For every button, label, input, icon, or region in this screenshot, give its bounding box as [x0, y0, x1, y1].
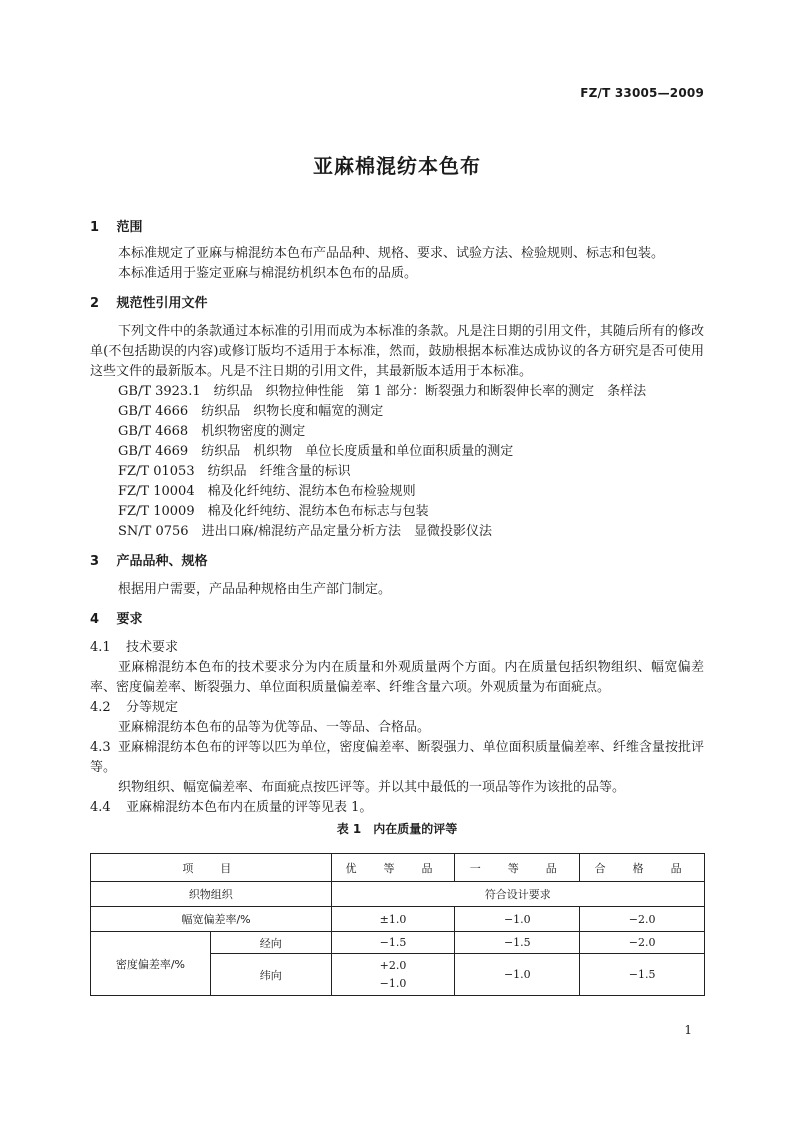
page-number: 1 — [684, 1023, 692, 1037]
document-body — [90, 218, 704, 840]
reference-item — [90, 402, 704, 422]
subsection-number: 4.3 — [90, 740, 111, 755]
section-title: 范围 — [116, 220, 143, 235]
subsection-number: 4.4 — [90, 800, 111, 815]
paragraph: 下列文件中的条款通过本标准的引用而成为本标准的条款。凡是注日期的引用文件，其随后所有的修改单(不包括勘误的内容)或修订版均不适用于本标准，然而，鼓励根据本标准达成协议的各方研究是否可使用这些文件的最新版本。凡是不注日期的引用文件，其最新版本适用于本标准。 — [90, 324, 704, 379]
cell-weave-value: 符合设计要求 — [331, 882, 704, 907]
reference-item — [90, 382, 704, 402]
reference-item — [90, 462, 704, 482]
cell-width-superior: ±1.0 — [331, 907, 455, 932]
cell-warp-first: −1.5 — [455, 932, 580, 954]
cell-width-qualified: −2.0 — [580, 907, 705, 932]
reference-code: FZ/T 10004 — [118, 484, 195, 499]
reference-title: 棉及化纤纯纺、混纺本色布标志与包装 — [207, 504, 429, 519]
section-heading-2 — [90, 294, 704, 314]
paragraph: 织物组织、幅宽偏差率、布面疵点按匹评等。并以其中最低的一项品等作为该批的品等。 — [118, 780, 626, 795]
section-heading-1 — [90, 218, 704, 238]
subsection-4-1 — [90, 638, 704, 658]
paragraph: 本标准适用于鉴定亚麻与棉混纺机织本色布的品质。 — [118, 266, 418, 281]
row-label-width: 幅宽偏差率/% — [91, 907, 332, 932]
reference-code: GB/T 4666 — [118, 404, 189, 419]
section-title: 规范性引用文件 — [116, 296, 208, 311]
reference-code: GB/T 3923.1 — [118, 384, 201, 399]
reference-item — [90, 482, 704, 502]
table-header-row — [91, 854, 705, 882]
reference-title: 纺织品 机织物 单位长度质量和单位面积质量的测定 — [201, 444, 514, 459]
row-label-weave: 织物组织 — [91, 882, 332, 907]
reference-title: 纺织品 织物拉伸性能 第 1 部分：断裂强力和断裂伸长率的测定 条样法 — [213, 384, 647, 399]
reference-item — [90, 422, 704, 442]
subsection-4-4 — [90, 798, 704, 818]
reference-title: 进出口麻/棉混纺产品定量分析方法 显微投影仪法 — [201, 524, 492, 539]
subsection-text: 亚麻棉混纺本色布的评等以匹为单位，密度偏差率、断裂强力、单位面积质量偏差率、纤维含量按批评等。 — [90, 740, 704, 775]
table-row — [91, 882, 705, 907]
table-row — [91, 907, 705, 932]
reference-title: 棉及化纤纯纺、混纺本色布检验规则 — [207, 484, 416, 499]
cell-weft-superior-lower: −1.0 — [379, 976, 407, 990]
reference-item — [90, 522, 704, 542]
cell-weft-superior — [331, 954, 455, 996]
section-heading-3 — [90, 552, 704, 572]
row-label-density: 密度偏差率/% — [91, 932, 211, 996]
subsection-title: 分等规定 — [126, 700, 179, 715]
paragraph: 亚麻棉混纺本色布的技术要求分为内在质量和外观质量两个方面。内在质量包括织物组织、幅宽偏差率、密度偏差率、断裂强力、单位面积质量偏差率、纤维含量六项。外观质量为布面疵点。 — [90, 660, 704, 695]
table-row — [91, 932, 705, 954]
reference-code: SN/T 0756 — [118, 524, 189, 539]
reference-code: GB/T 4668 — [118, 424, 189, 439]
subsection-4-3 — [90, 738, 704, 778]
cell-weft-first: −1.0 — [455, 954, 580, 996]
row-label-warp: 经向 — [210, 932, 331, 954]
subsection-text: 亚麻棉混纺本色布内在质量的评等见表 1。 — [126, 800, 373, 815]
subsection-number: 4.2 — [90, 700, 111, 715]
header-first-class: 一 等 品 — [455, 854, 580, 882]
section-number: 3 — [90, 554, 100, 569]
standard-code: FZ/T 33005—2009 — [580, 86, 704, 100]
subsection-number: 4.1 — [90, 640, 111, 655]
reference-code: GB/T 4669 — [118, 444, 189, 459]
paragraph: 亚麻棉混纺本色布的品等为优等品、一等品、合格品。 — [118, 720, 431, 735]
cell-weft-qualified: −1.5 — [580, 954, 705, 996]
cell-width-first: −1.0 — [455, 907, 580, 932]
paragraph: 根据用户需要，产品品种规格由生产部门制定。 — [118, 582, 392, 597]
reference-item — [90, 502, 704, 522]
quality-table — [90, 853, 705, 996]
subsection-title: 技术要求 — [126, 640, 179, 655]
section-number: 1 — [90, 220, 100, 235]
section-number: 2 — [90, 296, 100, 311]
reference-title: 纺织品 纤维含量的标识 — [207, 464, 351, 479]
table-caption: 表 1 内在质量的评等 — [336, 822, 458, 836]
header-qualified: 合 格 品 — [580, 854, 705, 882]
section-title: 要求 — [116, 612, 143, 627]
section-heading-4 — [90, 610, 704, 630]
reference-item — [90, 442, 704, 462]
reference-title: 纺织品 织物长度和幅宽的测定 — [201, 404, 384, 419]
cell-warp-superior: −1.5 — [331, 932, 455, 954]
section-title: 产品品种、规格 — [116, 554, 208, 569]
reference-code: FZ/T 10009 — [118, 504, 195, 519]
header-superior: 优 等 品 — [331, 854, 455, 882]
row-label-weft: 纬向 — [210, 954, 331, 996]
header-item: 项 目 — [91, 854, 332, 882]
section-number: 4 — [90, 612, 100, 627]
reference-code: FZ/T 01053 — [118, 464, 195, 479]
cell-warp-qualified: −2.0 — [580, 932, 705, 954]
subsection-4-2 — [90, 698, 704, 718]
cell-weft-superior-upper: +2.0 — [379, 958, 407, 972]
paragraph: 本标准规定了亚麻与棉混纺本色布产品品种、规格、要求、试验方法、检验规则、标志和包装。 — [118, 246, 665, 261]
reference-title: 机织物密度的测定 — [201, 424, 306, 439]
document-title: 亚麻棉混纺本色布 — [313, 154, 481, 178]
